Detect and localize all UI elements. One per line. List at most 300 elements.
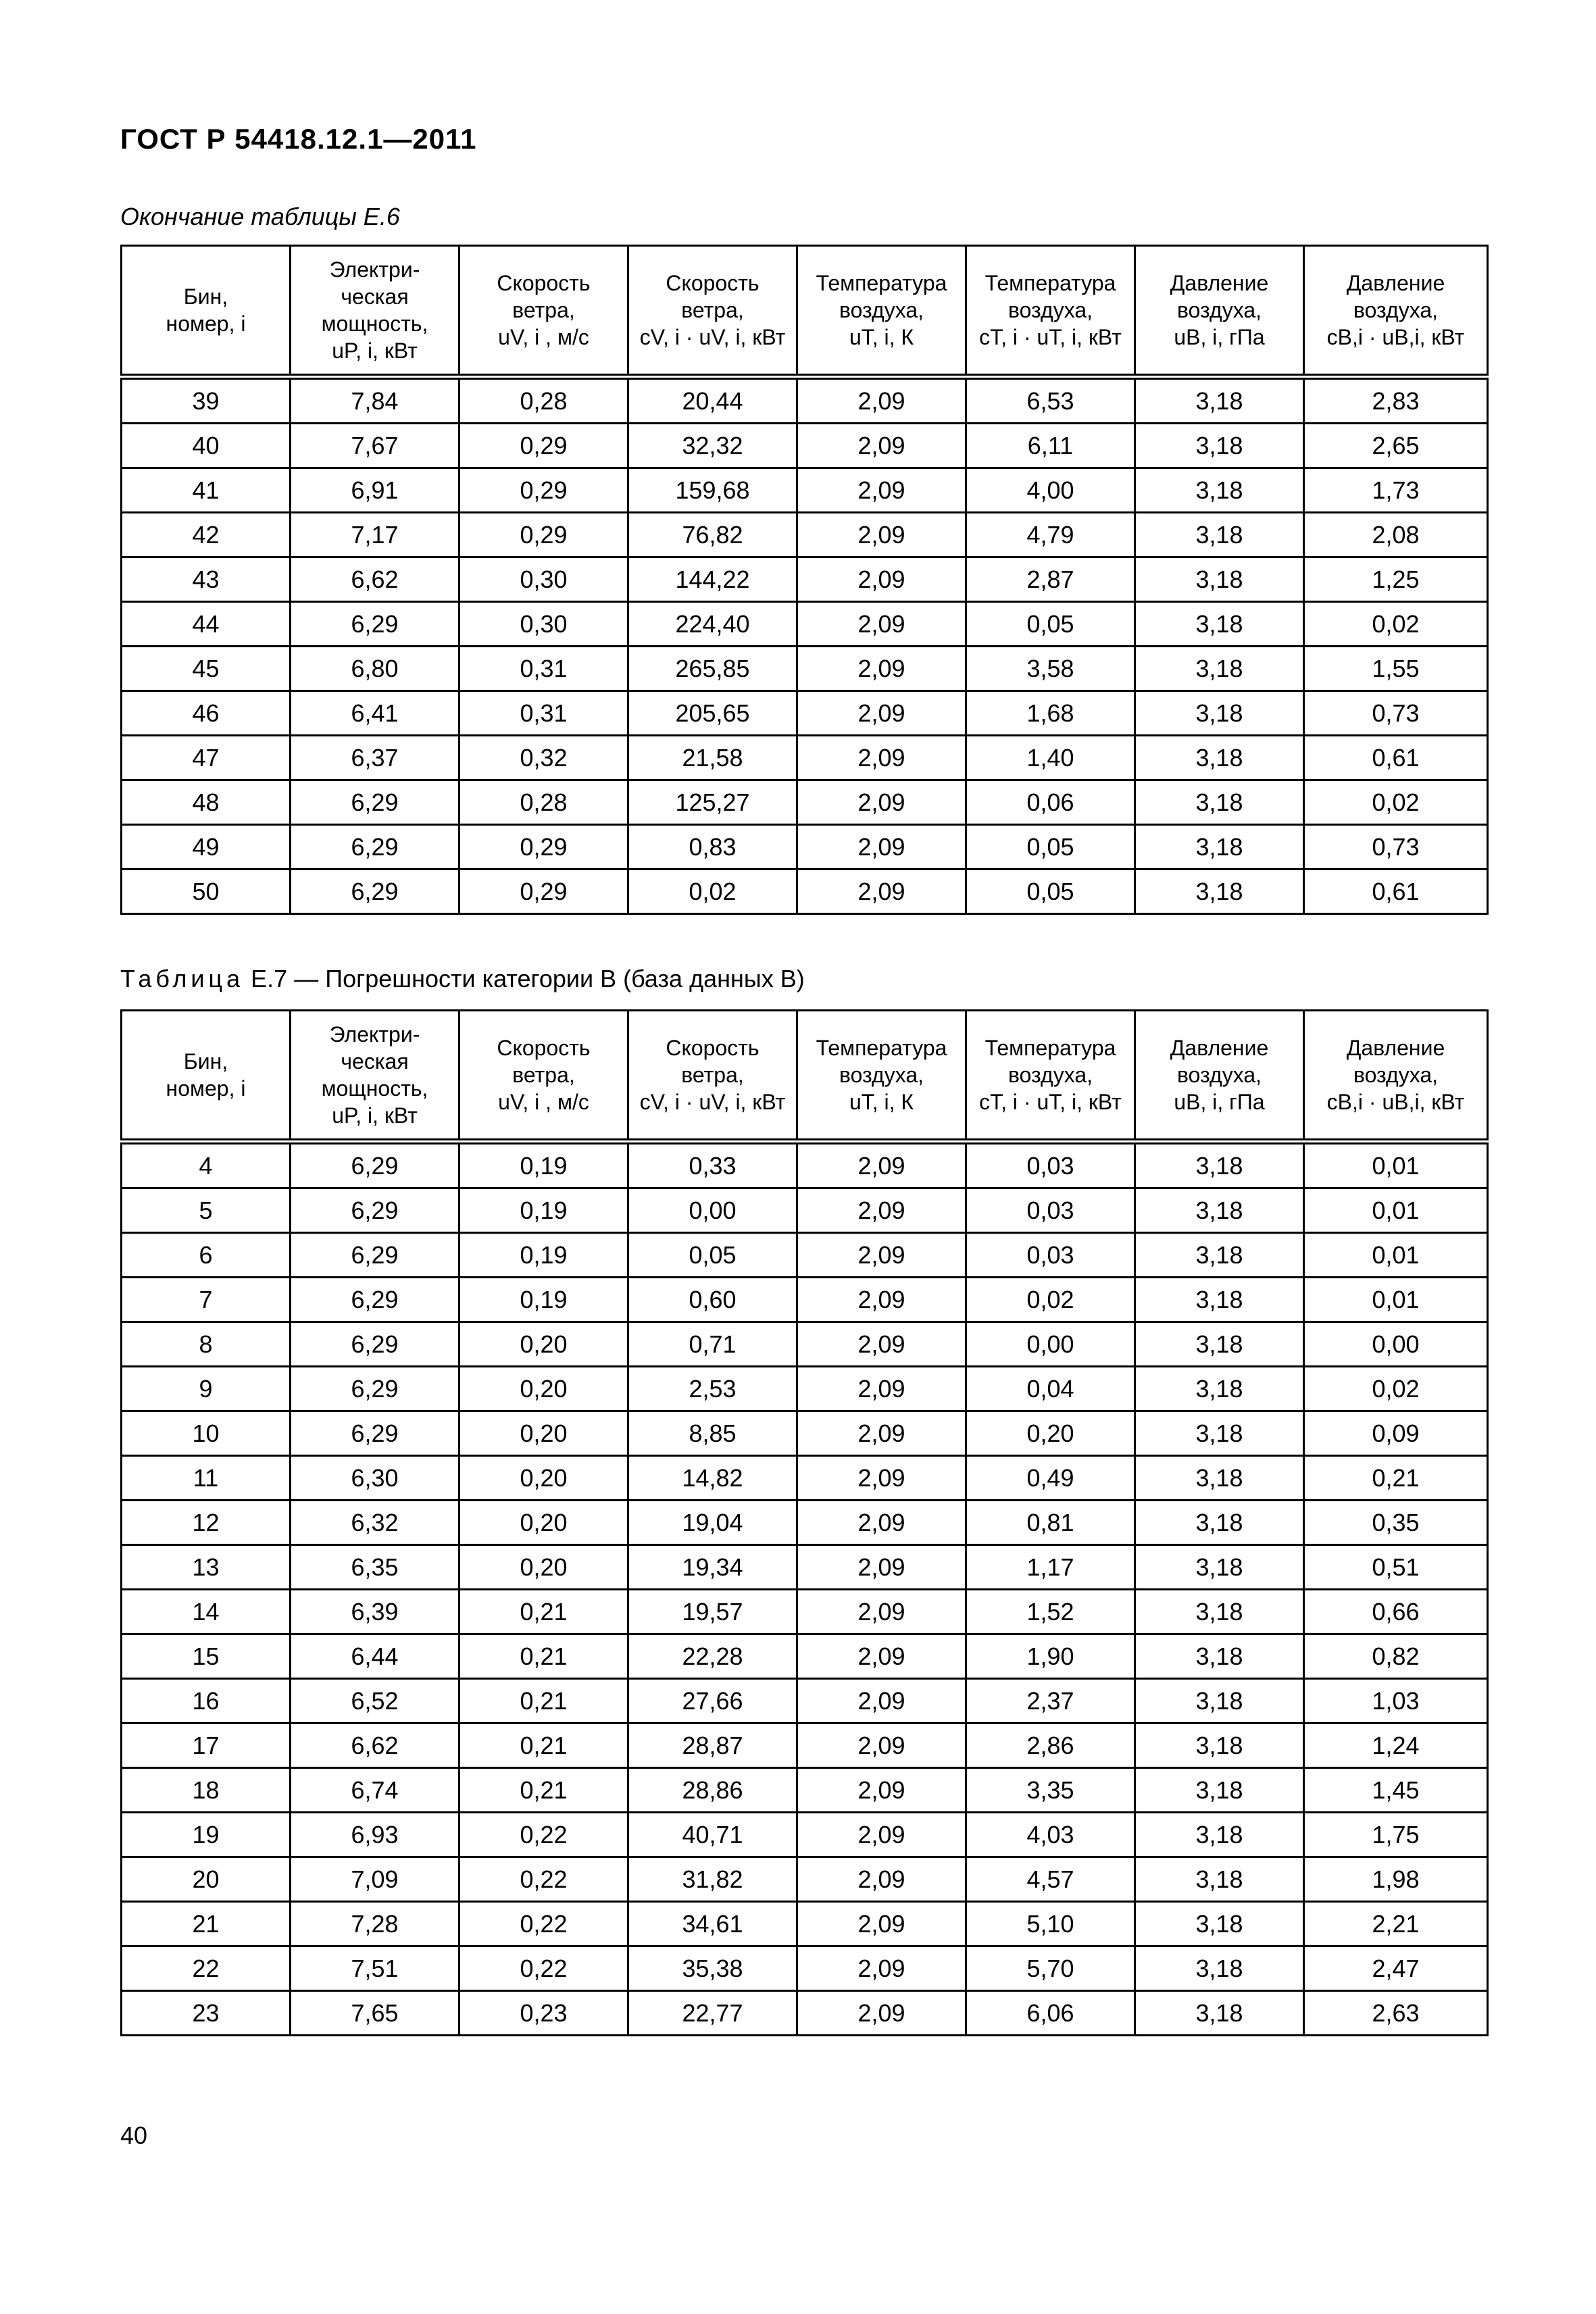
table-cell: 1,98 xyxy=(1304,1857,1488,1902)
table-row xyxy=(122,1367,1488,1411)
column-header xyxy=(459,1011,628,1142)
table-cell: 6,93 xyxy=(291,1813,459,1857)
table-cell: 0,00 xyxy=(966,1322,1135,1367)
table-cell: 44 xyxy=(122,602,291,647)
table-row xyxy=(122,870,1488,914)
table-cell: 0,73 xyxy=(1304,825,1488,870)
table-cell: 3,18 xyxy=(1135,1501,1304,1545)
table-cell: 2,47 xyxy=(1304,1946,1488,1991)
table-cell: 2,09 xyxy=(797,1456,966,1501)
table-cell: 2,09 xyxy=(797,1322,966,1367)
table-cell: 2,87 xyxy=(966,557,1135,602)
table-cell: 0,05 xyxy=(628,1233,797,1278)
column-header xyxy=(291,1011,459,1142)
table-cell: 0,60 xyxy=(628,1278,797,1322)
column-header-line: uV, i , м/с xyxy=(498,1090,589,1114)
table-cell: 3,18 xyxy=(1135,1367,1304,1411)
table-cell: 0,22 xyxy=(459,1857,628,1902)
table-cell: 3,18 xyxy=(1135,1902,1304,1946)
table-cell: 5,10 xyxy=(966,1902,1135,1946)
table-cell: 12 xyxy=(122,1501,291,1545)
column-header xyxy=(966,246,1135,377)
table-e7 xyxy=(120,1009,1489,2036)
column-header-line: ветра, xyxy=(681,1063,744,1087)
table-row xyxy=(122,1946,1488,1991)
table-cell: 40 xyxy=(122,424,291,468)
table-cell: 6,29 xyxy=(291,870,459,914)
column-header-line: uT, i, К xyxy=(849,325,914,349)
table-cell: 14 xyxy=(122,1590,291,1634)
table-cell: 32,32 xyxy=(628,424,797,468)
table-cell: 0,06 xyxy=(966,780,1135,825)
table-cell: 3,18 xyxy=(1135,1322,1304,1367)
table-cell: 4,79 xyxy=(966,513,1135,557)
table-cell: 6,29 xyxy=(291,780,459,825)
table-cell: 0,61 xyxy=(1304,736,1488,780)
table-cell: 3,18 xyxy=(1135,377,1304,424)
table-cell: 2,09 xyxy=(797,1142,966,1188)
table-cell: 2,63 xyxy=(1304,1991,1488,2036)
table-cell: 17 xyxy=(122,1724,291,1768)
table-cell: 6,29 xyxy=(291,1233,459,1278)
table-e7-body xyxy=(122,1142,1488,2036)
table-cell: 2,09 xyxy=(797,691,966,736)
column-header-line: воздуха, xyxy=(1007,1063,1093,1087)
table-cell: 159,68 xyxy=(628,468,797,513)
column-header-line: Скорость xyxy=(666,1036,759,1060)
table-cell: 47 xyxy=(122,736,291,780)
table-cell: 1,52 xyxy=(966,1590,1135,1634)
table-cell: 40,71 xyxy=(628,1813,797,1857)
table-cell: 7,09 xyxy=(291,1857,459,1902)
table-cell: 0,81 xyxy=(966,1501,1135,1545)
table-cell: 5,70 xyxy=(966,1946,1135,1991)
table-cell: 4,03 xyxy=(966,1813,1135,1857)
table-cell: 2,09 xyxy=(797,647,966,691)
table-cell: 0,66 xyxy=(1304,1590,1488,1634)
table-cell: 3,18 xyxy=(1135,1590,1304,1634)
table-e6-body xyxy=(122,377,1488,914)
table-cell: 0,05 xyxy=(966,870,1135,914)
column-header-line: воздуха, xyxy=(1353,1063,1439,1087)
table-row xyxy=(122,780,1488,825)
table-cell: 2,09 xyxy=(797,825,966,870)
table-cell: 7 xyxy=(122,1278,291,1322)
table-row xyxy=(122,825,1488,870)
table-row xyxy=(122,1411,1488,1456)
table-cell: 2,09 xyxy=(797,468,966,513)
table-cell: 2,09 xyxy=(797,736,966,780)
column-header-line: cB,i · uB,i, кВт xyxy=(1326,325,1465,349)
table-cell: 3,18 xyxy=(1135,1188,1304,1233)
table-cell: 3,18 xyxy=(1135,557,1304,602)
table-cell: 0,00 xyxy=(628,1188,797,1233)
table-cell: 6,39 xyxy=(291,1590,459,1634)
table-cell: 224,40 xyxy=(628,602,797,647)
table-cell: 2,09 xyxy=(797,377,966,424)
table-cell: 2,09 xyxy=(797,1188,966,1233)
table-cell: 0,29 xyxy=(459,424,628,468)
table-cell: 3,18 xyxy=(1135,1724,1304,1768)
table-cell: 0,01 xyxy=(1304,1142,1488,1188)
table-cell: 42 xyxy=(122,513,291,557)
column-header-line: Скорость xyxy=(497,1036,591,1060)
table-cell: 2,09 xyxy=(797,1902,966,1946)
table-row xyxy=(122,1902,1488,1946)
table-cell: 0,21 xyxy=(459,1634,628,1679)
table-cell: 41 xyxy=(122,468,291,513)
table-cell: 7,28 xyxy=(291,1902,459,1946)
column-header xyxy=(1135,246,1304,377)
table-cell: 0,02 xyxy=(1304,1367,1488,1411)
table-cell: 2,09 xyxy=(797,1634,966,1679)
column-header-line: Электри- xyxy=(329,1022,420,1047)
table-cell: 0,29 xyxy=(459,513,628,557)
table-cell: 4 xyxy=(122,1142,291,1188)
table-row xyxy=(122,1456,1488,1501)
column-header-line: uP, i, кВт xyxy=(332,338,418,363)
table-cell: 2,09 xyxy=(797,870,966,914)
table-cell: 45 xyxy=(122,647,291,691)
table-cell: 6,52 xyxy=(291,1679,459,1724)
table-row xyxy=(122,1679,1488,1724)
table-cell: 0,30 xyxy=(459,602,628,647)
table-cell: 125,27 xyxy=(628,780,797,825)
table-cell: 0,20 xyxy=(459,1545,628,1590)
table-cell: 15 xyxy=(122,1634,291,1679)
column-header-line: cT, i · uT, i, кВт xyxy=(979,325,1122,349)
table-cell: 3,35 xyxy=(966,1768,1135,1813)
table-cell: 1,75 xyxy=(1304,1813,1488,1857)
table-cell: 0,20 xyxy=(459,1456,628,1501)
table-cell: 6,37 xyxy=(291,736,459,780)
column-header xyxy=(459,246,628,377)
table-cell: 39 xyxy=(122,377,291,424)
table-row xyxy=(122,513,1488,557)
table-cell: 2,09 xyxy=(797,1501,966,1545)
table-cell: 2,86 xyxy=(966,1724,1135,1768)
table-cell: 14,82 xyxy=(628,1456,797,1501)
table-cell: 0,02 xyxy=(1304,780,1488,825)
table-cell: 0,29 xyxy=(459,870,628,914)
table-cell: 2,09 xyxy=(797,602,966,647)
table-cell: 19,04 xyxy=(628,1501,797,1545)
table-cell: 2,09 xyxy=(797,1278,966,1322)
table-cell: 6,29 xyxy=(291,1322,459,1367)
table-cell: 0,19 xyxy=(459,1142,628,1188)
table-cell: 0,71 xyxy=(628,1322,797,1367)
table-cell: 0,01 xyxy=(1304,1278,1488,1322)
table-cell: 6,91 xyxy=(291,468,459,513)
table-cell: 6,29 xyxy=(291,1367,459,1411)
table-cell: 23 xyxy=(122,1991,291,2036)
table-cell: 3,18 xyxy=(1135,1857,1304,1902)
column-header-line: воздуха, xyxy=(839,1063,924,1087)
column-header-line: воздуха, xyxy=(1007,298,1093,322)
table-cell: 0,00 xyxy=(1304,1322,1488,1367)
table-row xyxy=(122,691,1488,736)
column-header-line: воздуха, xyxy=(1176,1063,1262,1087)
table-cell: 6,06 xyxy=(966,1991,1135,2036)
table-row xyxy=(122,1233,1488,1278)
table-cell: 6,44 xyxy=(291,1634,459,1679)
table-e6 xyxy=(120,245,1489,915)
table-row xyxy=(122,377,1488,424)
table-cell: 0,21 xyxy=(459,1724,628,1768)
table-cell: 7,65 xyxy=(291,1991,459,2036)
table-cell: 10 xyxy=(122,1411,291,1456)
table-cell: 13 xyxy=(122,1545,291,1590)
table-cell: 0,33 xyxy=(628,1142,797,1188)
table-cell: 3,18 xyxy=(1135,1768,1304,1813)
table-cell: 6,74 xyxy=(291,1768,459,1813)
table-row xyxy=(122,1813,1488,1857)
column-header-line: cB,i · uB,i, кВт xyxy=(1326,1090,1465,1114)
table-cell: 22,77 xyxy=(628,1991,797,2036)
table-cell: 0,19 xyxy=(459,1233,628,1278)
table-cell: 0,05 xyxy=(966,825,1135,870)
table-cell: 49 xyxy=(122,825,291,870)
table-cell: 0,19 xyxy=(459,1278,628,1322)
table-row xyxy=(122,1188,1488,1233)
column-header-line: Давление xyxy=(1170,271,1269,295)
table-cell: 11 xyxy=(122,1456,291,1501)
table-cell: 0,21 xyxy=(459,1679,628,1724)
column-header-line: ветра, xyxy=(512,1063,575,1087)
table-row xyxy=(122,1545,1488,1590)
table-cell: 0,05 xyxy=(966,602,1135,647)
column-header-line: uP, i, кВт xyxy=(332,1103,418,1128)
table-row xyxy=(122,1724,1488,1768)
table-cell: 1,55 xyxy=(1304,647,1488,691)
table-cell: 3,18 xyxy=(1135,468,1304,513)
table-cell: 6,35 xyxy=(291,1545,459,1590)
table-row xyxy=(122,468,1488,513)
column-header-line: Давление xyxy=(1170,1036,1269,1060)
column-header-line: uB, i, гПа xyxy=(1174,1090,1265,1114)
table-cell: 3,18 xyxy=(1135,691,1304,736)
table-cell: 18 xyxy=(122,1768,291,1813)
table-cell: 3,18 xyxy=(1135,1634,1304,1679)
column-header-line: cV, i · uV, i, кВт xyxy=(639,1090,786,1114)
table-cell: 3,18 xyxy=(1135,1142,1304,1188)
table-cell: 0,01 xyxy=(1304,1233,1488,1278)
table-cell: 20 xyxy=(122,1857,291,1902)
table-cell: 0,28 xyxy=(459,377,628,424)
table-cell: 2,09 xyxy=(797,424,966,468)
table-cell: 19,57 xyxy=(628,1590,797,1634)
table-cell: 3,18 xyxy=(1135,825,1304,870)
column-header-line: номер, i xyxy=(166,311,246,336)
table-cell: 7,84 xyxy=(291,377,459,424)
table-cell: 0,23 xyxy=(459,1991,628,2036)
column-header-line: воздуха, xyxy=(1353,298,1439,322)
table-cell: 3,18 xyxy=(1135,736,1304,780)
table-cell: 265,85 xyxy=(628,647,797,691)
column-header-line: Бин, xyxy=(183,284,228,309)
table-cell: 19 xyxy=(122,1813,291,1857)
table-cell: 2,37 xyxy=(966,1679,1135,1724)
column-header xyxy=(966,1011,1135,1142)
table-cell: 0,29 xyxy=(459,468,628,513)
table-cell: 76,82 xyxy=(628,513,797,557)
table-cell: 0,09 xyxy=(1304,1411,1488,1456)
column-header-line: воздуха, xyxy=(1176,298,1262,322)
table-cell: 31,82 xyxy=(628,1857,797,1902)
table-cell: 6,32 xyxy=(291,1501,459,1545)
table-cell: 6,62 xyxy=(291,1724,459,1768)
table-cell: 205,65 xyxy=(628,691,797,736)
table-cell: 0,20 xyxy=(459,1367,628,1411)
table-cell: 6,29 xyxy=(291,1142,459,1188)
table-cell: 1,03 xyxy=(1304,1679,1488,1724)
table-cell: 2,09 xyxy=(797,1679,966,1724)
column-header xyxy=(797,1011,966,1142)
table-cell: 6,53 xyxy=(966,377,1135,424)
table-cell: 0,02 xyxy=(966,1278,1135,1322)
table-header-row xyxy=(122,1011,1488,1142)
table-cell: 0,02 xyxy=(628,870,797,914)
table-cell: 3,18 xyxy=(1135,1545,1304,1590)
table-cell: 1,73 xyxy=(1304,468,1488,513)
table-cell: 21 xyxy=(122,1902,291,1946)
column-header-line: Скорость xyxy=(497,271,591,295)
table-row xyxy=(122,1590,1488,1634)
table-cell: 0,21 xyxy=(459,1768,628,1813)
table-cell: 7,51 xyxy=(291,1946,459,1991)
column-header-line: Температура xyxy=(984,271,1116,295)
table-cell: 0,22 xyxy=(459,1902,628,1946)
table-e7-caption-text: Е.7 — Погрешности категории В (база данных В) xyxy=(244,965,805,992)
table-cell: 48 xyxy=(122,780,291,825)
table-cell: 0,83 xyxy=(628,825,797,870)
table-cell: 3,18 xyxy=(1135,647,1304,691)
column-header xyxy=(797,246,966,377)
table-row xyxy=(122,1501,1488,1545)
table-cell: 2,09 xyxy=(797,557,966,602)
table-cell: 3,18 xyxy=(1135,424,1304,468)
table-cell: 0,31 xyxy=(459,647,628,691)
table-cell: 1,40 xyxy=(966,736,1135,780)
table-cell: 6,30 xyxy=(291,1456,459,1501)
table-cell: 2,09 xyxy=(797,513,966,557)
table-cell: 0,03 xyxy=(966,1188,1135,1233)
table-cell: 3,18 xyxy=(1135,1946,1304,1991)
column-header-line: Давление xyxy=(1346,271,1445,295)
column-header xyxy=(122,1011,291,1142)
table-cell: 0,82 xyxy=(1304,1634,1488,1679)
table-cell: 0,01 xyxy=(1304,1188,1488,1233)
table-cell: 0,20 xyxy=(459,1411,628,1456)
table-cell: 2,09 xyxy=(797,1411,966,1456)
table-cell: 6 xyxy=(122,1233,291,1278)
table-row xyxy=(122,1142,1488,1188)
table-cell: 0,19 xyxy=(459,1188,628,1233)
table-cell: 3,18 xyxy=(1135,1813,1304,1857)
table-row xyxy=(122,1991,1488,2036)
table-cell: 0,73 xyxy=(1304,691,1488,736)
table-cell: 5 xyxy=(122,1188,291,1233)
table-cell: 6,29 xyxy=(291,1188,459,1233)
table-cell: 6,80 xyxy=(291,647,459,691)
table-row xyxy=(122,1857,1488,1902)
page-number: 40 xyxy=(120,2121,148,2149)
table-cell: 46 xyxy=(122,691,291,736)
table-cell: 1,17 xyxy=(966,1545,1135,1590)
table-cell: 2,09 xyxy=(797,1545,966,1590)
table-cell: 0,28 xyxy=(459,780,628,825)
table-cell: 4,00 xyxy=(966,468,1135,513)
table-e7-caption-prefix: Таблица xyxy=(120,965,245,992)
table-cell: 0,21 xyxy=(1304,1456,1488,1501)
table-cell: 21,58 xyxy=(628,736,797,780)
table-row xyxy=(122,557,1488,602)
table-row xyxy=(122,1768,1488,1813)
table-cell: 8 xyxy=(122,1322,291,1367)
column-header-line: воздуха, xyxy=(839,298,924,322)
table-cell: 6,41 xyxy=(291,691,459,736)
table-cell: 0,49 xyxy=(966,1456,1135,1501)
table-cell: 3,58 xyxy=(966,647,1135,691)
table-cell: 0,35 xyxy=(1304,1501,1488,1545)
table-cell: 2,65 xyxy=(1304,424,1488,468)
column-header xyxy=(122,246,291,377)
table-cell: 20,44 xyxy=(628,377,797,424)
column-header-line: Электри- xyxy=(329,257,420,282)
column-header-line: номер, i xyxy=(166,1076,246,1101)
table-row xyxy=(122,602,1488,647)
table-cell: 0,51 xyxy=(1304,1545,1488,1590)
table-cell: 2,09 xyxy=(797,1724,966,1768)
column-header-line: Давление xyxy=(1346,1036,1445,1060)
table-cell: 3,18 xyxy=(1135,1456,1304,1501)
column-header-line: Скорость xyxy=(666,271,759,295)
table-cell: 3,18 xyxy=(1135,513,1304,557)
column-header-line: ветра, xyxy=(512,298,575,322)
table-cell: 6,29 xyxy=(291,1411,459,1456)
table-cell: 2,09 xyxy=(797,1590,966,1634)
column-header-line: uV, i , м/с xyxy=(498,325,589,349)
table-cell: 1,24 xyxy=(1304,1724,1488,1768)
table-cell: 7,17 xyxy=(291,513,459,557)
table-cell: 0,22 xyxy=(459,1813,628,1857)
table-cell: 43 xyxy=(122,557,291,602)
table-cell: 1,25 xyxy=(1304,557,1488,602)
table-cell: 2,83 xyxy=(1304,377,1488,424)
column-header-line: ветра, xyxy=(681,298,744,322)
column-header-line: мощность, xyxy=(321,311,428,336)
table-cell: 0,21 xyxy=(459,1590,628,1634)
table-cell: 3,18 xyxy=(1135,1991,1304,2036)
table-row xyxy=(122,736,1488,780)
table-cell: 19,34 xyxy=(628,1545,797,1590)
column-header-line: ческая xyxy=(341,1049,409,1074)
column-header-line: cV, i · uV, i, кВт xyxy=(639,325,786,349)
table-cell: 6,29 xyxy=(291,602,459,647)
table-cell: 2,08 xyxy=(1304,513,1488,557)
table-cell: 0,22 xyxy=(459,1946,628,1991)
table-cell: 0,31 xyxy=(459,691,628,736)
column-header xyxy=(628,1011,797,1142)
table-row xyxy=(122,1278,1488,1322)
table-cell: 6,11 xyxy=(966,424,1135,468)
table-cell: 50 xyxy=(122,870,291,914)
column-header-line: uT, i, К xyxy=(849,1090,914,1114)
table-row xyxy=(122,424,1488,468)
table-cell: 8,85 xyxy=(628,1411,797,1456)
table-cell: 2,21 xyxy=(1304,1902,1488,1946)
table-cell: 2,53 xyxy=(628,1367,797,1411)
